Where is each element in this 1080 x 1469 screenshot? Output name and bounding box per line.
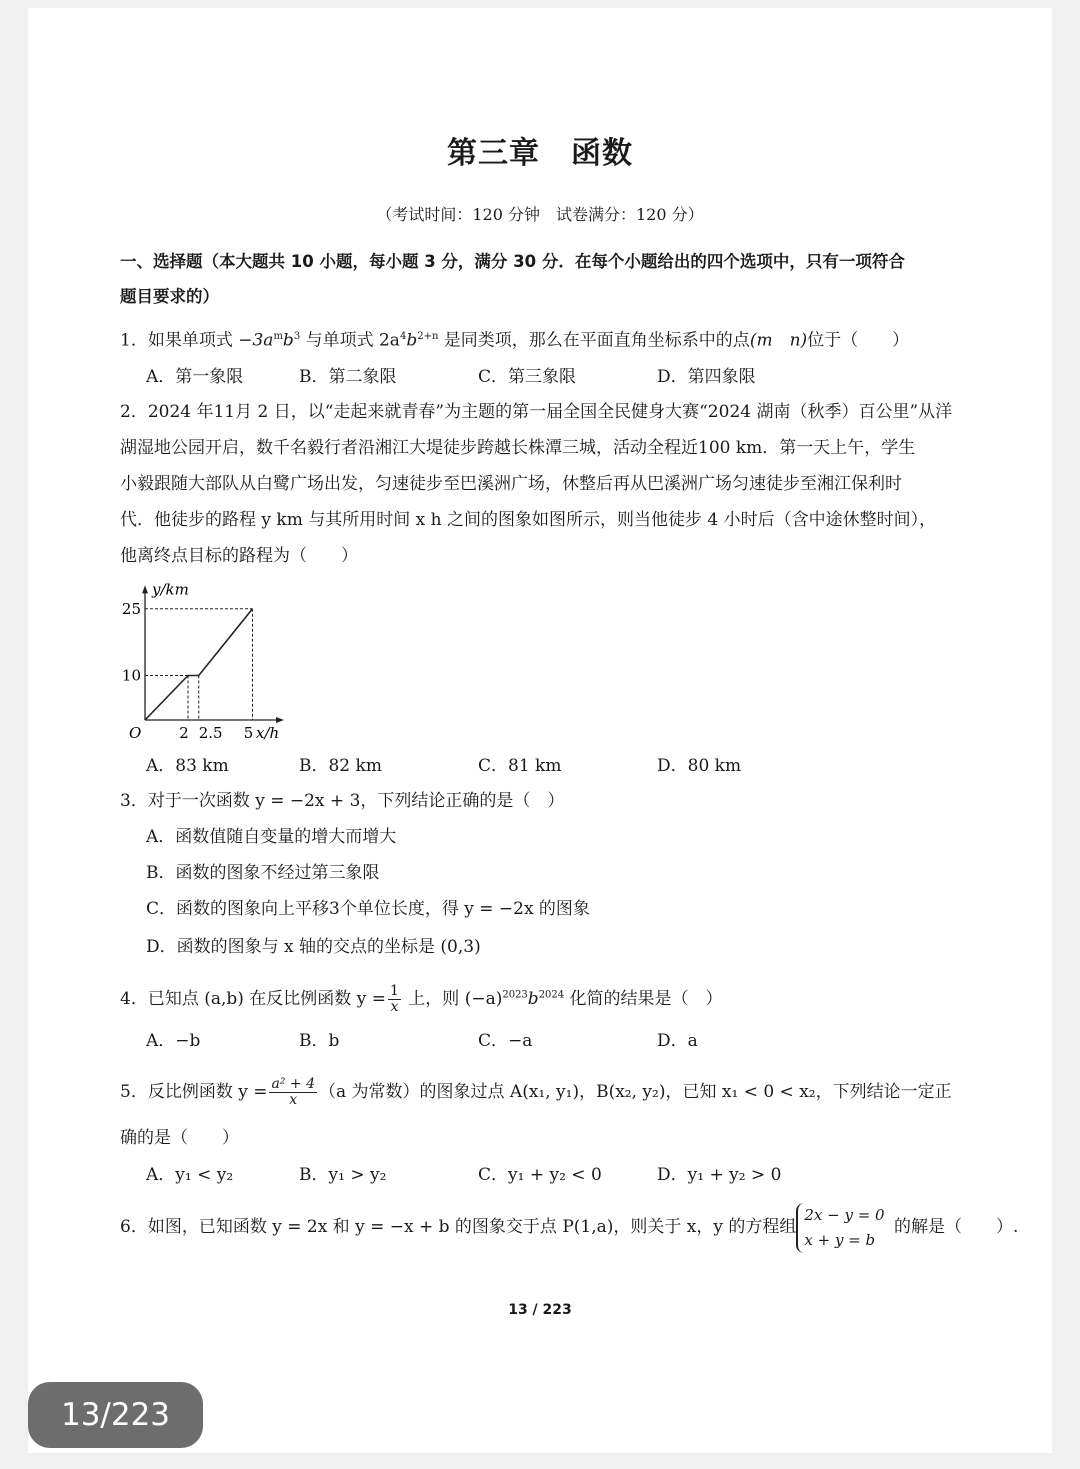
question-5-option-a: A．y₁ < y₂ bbox=[146, 1165, 234, 1185]
fraction: $\frac{1}{x}$ bbox=[389, 983, 399, 1015]
question-3-option-b: B．函数的图象不经过第三象限 bbox=[146, 863, 380, 883]
section-heading-line2: 题目要求的） bbox=[120, 287, 219, 306]
question-2-line5: 他离终点目标的路程为（ ） bbox=[120, 546, 358, 566]
y-axis-arrow bbox=[142, 585, 148, 593]
question-2-line1: 2．2024 年11月 2 日，以“走起来就青春”为主题的第一届全国全民健身大赛“2024 湖南（秋季）百公里”从洋 bbox=[120, 402, 953, 422]
y-tick-label: 10 bbox=[121, 666, 141, 685]
y-tick-label: 25 bbox=[121, 599, 141, 618]
question-2-option-b: B．82 km bbox=[299, 756, 382, 776]
question-4-option-d: D．a bbox=[657, 1031, 698, 1051]
question-4-stem: 4．已知点 (a,b) 在反比例函数 y = $\frac{1}{x}$ 上，则 $(-a)^{2023}b^{2024}$ 化简的结果是（ ） bbox=[120, 983, 723, 1015]
x-axis-arrow bbox=[276, 717, 284, 723]
question-2-option-d: D．80 km bbox=[657, 756, 742, 776]
x-tick-label: 5 bbox=[243, 724, 254, 742]
question-2-line2: 湖湿地公园开启，数千名毅行者沿湘江大堤徒步跨越长株潭三城，活动全程近100 km．第一天上午，学生 bbox=[120, 438, 916, 458]
question-2-option-a: A．83 km bbox=[146, 756, 229, 776]
question-4-option-c: C．−a bbox=[478, 1031, 533, 1051]
question-1-stem: 1．如果单项式 $-3a^mb^3$ 与单项式 $2a^4b^{2+n}$ 是同类项，那么在平面直角坐标系中的点(m n)位于（ ） bbox=[120, 330, 910, 351]
question-4-option-b: B．b bbox=[299, 1031, 340, 1051]
question-6-stem: 6．如图，已知函数 y = 2x 和 y = −x + b 的图象交于点 P(1,a)，则关于 x，y 的方程组 2x − y = 0 x + y = b 的解是（ ）. bbox=[120, 1202, 1018, 1253]
x-tick-label: 2 bbox=[179, 724, 189, 742]
question-2-line3: 小毅跟随大部队从白鹭广场出发，匀速徒步至巴溪洲广场，休整后再从巴溪洲广场匀速徒步至湘江保利时 bbox=[120, 474, 902, 494]
x-tick-label: 2.5 bbox=[198, 724, 223, 742]
question-1-option-d: D．第四象限 bbox=[657, 367, 756, 387]
equation-system: 2x − y = 0 x + y = b bbox=[796, 1203, 888, 1253]
question-3-option-a: A．函数值随自变量的增大而增大 bbox=[146, 827, 397, 847]
question-1-option-a: A．第一象限 bbox=[146, 367, 244, 387]
distance-time-graph bbox=[110, 572, 310, 747]
page-indicator-badge[interactable]: 13/223 bbox=[28, 1382, 203, 1448]
page-number: 13 / 223 bbox=[508, 1302, 572, 1318]
question-5-line2: 确的是（ ） bbox=[120, 1128, 239, 1148]
question-3-stem: 3．对于一次函数 y = −2x + 3，下列结论正确的是（ ） bbox=[120, 791, 565, 811]
question-5-option-c: C．y₁ + y₂ < 0 bbox=[478, 1165, 602, 1185]
exam-info: （考试时间：120 分钟 试卷满分：120 分） bbox=[376, 205, 704, 224]
page-title: 第三章 函数 bbox=[447, 136, 633, 171]
question-2-option-c: C．81 km bbox=[478, 756, 562, 776]
question-2-line4: 代．他徒步的路程 y km 与其所用时间 x h 之间的图象如图所示，则当他徒步 4 小时后（含中途休整时间）， bbox=[120, 510, 937, 530]
x-axis-label: x/h bbox=[256, 724, 280, 742]
question-5-option-b: B．y₁ > y₂ bbox=[299, 1165, 387, 1185]
section-heading-line1: 一、选择题（本大题共 10 小题，每小题 3 分，满分 30 分．在每个小题给出的四个选项中，只有一项符合 bbox=[120, 252, 905, 271]
question-1-option-c: C．第三象限 bbox=[478, 367, 577, 387]
origin-label: O bbox=[129, 724, 142, 742]
y-axis-label: y/km bbox=[152, 580, 189, 599]
question-3-option-c: C．函数的图象向上平移3个单位长度，得 y = −2x 的图象 bbox=[146, 899, 590, 919]
question-5-stem: 5．反比例函数 y = $\frac{\text{a² + 4}}{x}$ （a 为常数）的图象过点 A(x₁, y₁)，B(x₂, y₂)，已知 x₁ < 0 < x₂，下列结论一定正 bbox=[120, 1076, 952, 1108]
fraction: $\frac{\text{a² + 4}}{x}$ bbox=[271, 1076, 315, 1108]
question-1-option-b: B．第二象限 bbox=[299, 367, 397, 387]
question-3-option-d: D．函数的图象与 x 轴的交点的坐标是 (0,3) bbox=[146, 937, 481, 957]
question-5-option-d: D．y₁ + y₂ > 0 bbox=[657, 1165, 782, 1185]
question-4-option-a: A．−b bbox=[146, 1031, 201, 1051]
